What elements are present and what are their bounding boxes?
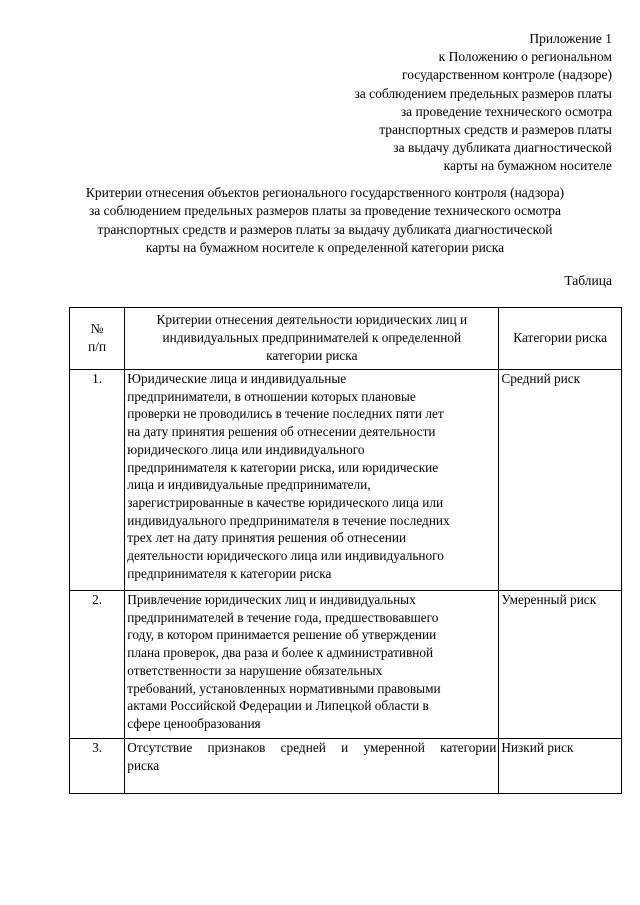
row-criteria (125, 591, 499, 739)
appendix-line: за соблюдением предельных размеров платы (354, 85, 612, 101)
criteria-line: зарегистрированные в качестве юридического лица или (127, 494, 444, 510)
appendix-line: карты на бумажном носителе (443, 158, 612, 174)
criteria-line: предпринимателя к категории риска (127, 565, 332, 581)
criteria-line: на дату принятия решения об отнесении деятельности (127, 424, 436, 440)
appendix-line: Приложение 1 (529, 31, 612, 46)
header-number (70, 308, 125, 370)
table-row (70, 370, 622, 591)
table-header-row (70, 308, 622, 370)
criteria-line: Привлечение юридических лиц и индивидуальных (127, 592, 416, 607)
criteria-line: риска (127, 757, 160, 773)
header-number-line: № (90, 321, 104, 337)
criteria-line: трех лет на дату принятия решения об отнесении (127, 530, 407, 546)
criteria-line: юридического лица или индивидуального (127, 441, 365, 457)
table-caption: Таблица (564, 273, 612, 288)
appendix-line: государственном контроле (надзоре) (402, 67, 612, 83)
criteria-line: индивидуального предпринимателя в течение последних (127, 512, 450, 528)
risk-criteria-table (69, 307, 622, 794)
appendix-line: за выдачу дубликата диагностической (393, 140, 612, 156)
criteria-line: предпринимателя к категории риска, или юридические (127, 459, 439, 475)
row-risk-category: Умеренный риск (499, 591, 622, 739)
appendix-line: транспортных средств и размеров платы (379, 122, 612, 138)
header-criteria-line: категории риска (266, 347, 358, 363)
criteria-line: проверки не проводились в течение последних пяти лет (127, 406, 444, 422)
criteria-line: деятельности юридического лица или индивидуального (127, 548, 444, 564)
criteria-line: требований, установленных нормативными правовыми (127, 680, 441, 696)
criteria-line: предприниматели, в отношении которых плановые (127, 388, 416, 404)
criteria-line: лица и индивидуальные предприниматели, (127, 477, 371, 493)
document-title (40, 184, 610, 257)
table-row (70, 591, 622, 739)
appendix-header (252, 30, 612, 176)
row-number: 3. (70, 739, 125, 794)
row-criteria (125, 370, 499, 591)
appendix-line: к Положению о региональном (438, 49, 612, 65)
table-row (70, 739, 622, 794)
criteria-line: Юридические лица и индивидуальные (127, 371, 347, 386)
row-criteria (125, 739, 499, 794)
header-number-line: п/п (88, 339, 107, 354)
criteria-line: Отсутствие признаков средней и умеренной категории (127, 740, 497, 755)
criteria-line: плана проверок, два раза и более к административной (127, 645, 434, 661)
title-line: карты на бумажном носителе к определенной категории риска (145, 239, 505, 255)
appendix-line: за проведение технического осмотра (400, 103, 612, 119)
header-criteria-line: индивидуальных предпринимателей к определенной (162, 330, 462, 346)
criteria-line: сфере ценообразования (127, 715, 261, 731)
criteria-line: ответственности за нарушение обязательных (127, 662, 383, 678)
row-risk-category: Низкий риск (499, 739, 622, 794)
row-number: 1. (70, 370, 125, 591)
criteria-line: актами Российской Федерации и Липецкой области в (127, 698, 429, 714)
title-line: за соблюдением предельных размеров платы за проведение технического осмотра (88, 203, 562, 219)
header-criteria (125, 308, 499, 370)
row-risk-category: Средний риск (499, 370, 622, 591)
criteria-line: предпринимателей в течение года, предшествовавшего (127, 609, 439, 625)
header-category: Категории риска (499, 308, 622, 370)
title-line: Критерии отнесения объектов регионального государственного контроля (надзора) (85, 185, 565, 200)
criteria-line: году, в котором принимается решение об утверждении (127, 627, 437, 643)
row-number: 2. (70, 591, 125, 739)
header-criteria-line: Критерии отнесения деятельности юридических лиц и (156, 312, 468, 328)
title-line: транспортных средств и размеров платы за выдачу дубликата диагностической (97, 221, 553, 237)
